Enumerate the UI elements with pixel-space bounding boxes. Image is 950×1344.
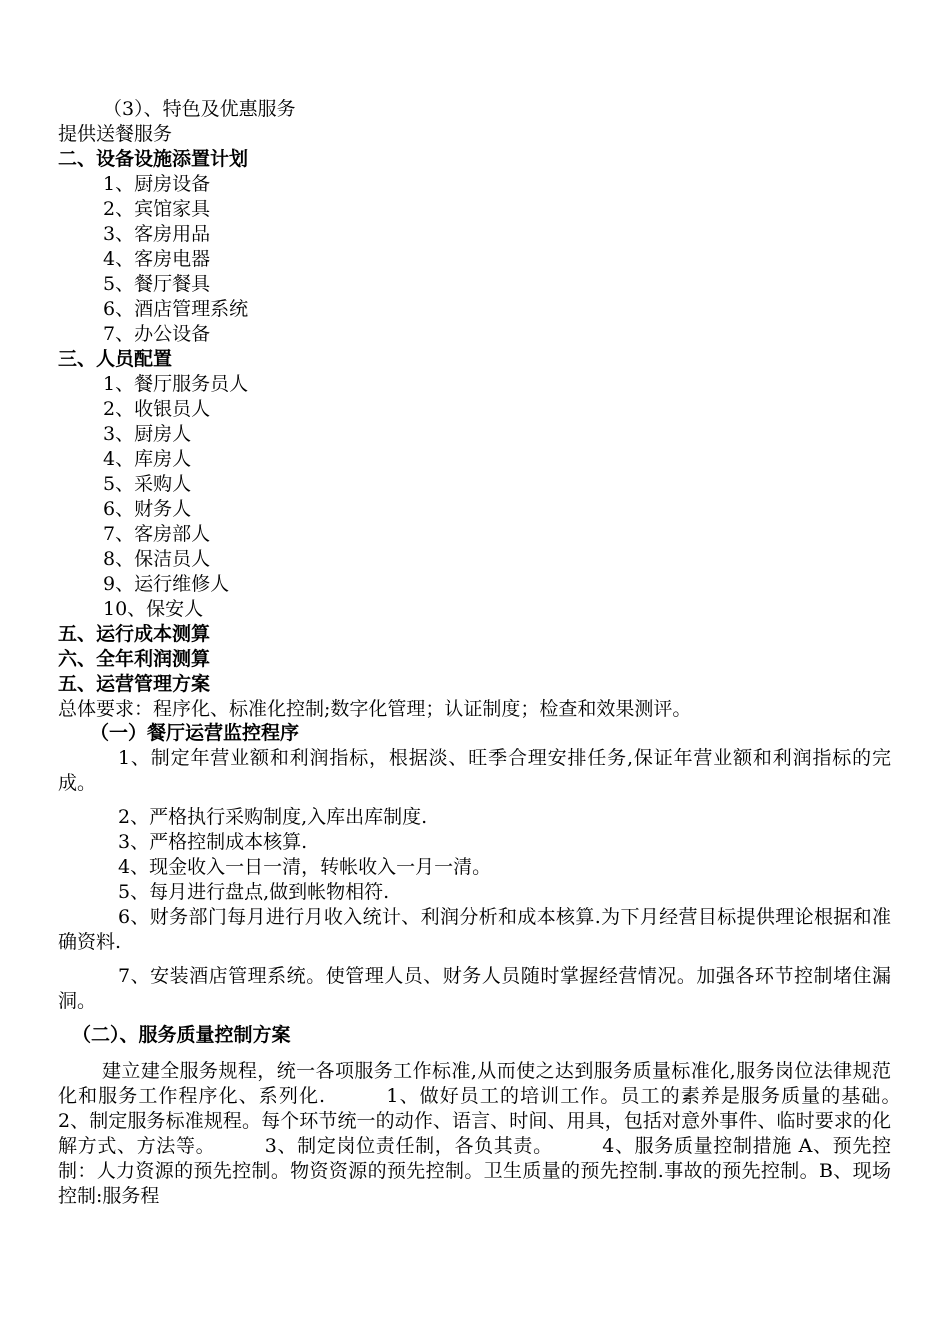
service-quality-body: 建立建全服务规程，统一各项服务工作标准,从而使之达到服务质量标准化,服务岗位法律规范化和服务工作程序化、系列化. 1、做好员工的培训工作。员工的素养是服务质量的基础。 2、制定服务标准规程。每个环节统一的动作、语言、时间、用具，包括对意外事件、临时要求的化解方式、方法等。 3、制定岗位责任制，各负其责。 4、服务质量控制措施 A、预先控制：人力资源的预先控制。物资资源的预先控制。卫生质量的预先控制.事故的预先控制。B、现场控制:服务程 [58, 1060, 949, 1207]
equipment-item: 1、厨房设备 [103, 173, 211, 195]
restaurant-paragraph-5: 5、每月进行盘点,做到帐物相符. [118, 881, 390, 903]
staff-item: 2、收银员人 [103, 398, 211, 420]
delivery-service-text: 提供送餐服务 [58, 123, 173, 145]
restaurant-paragraph-1: 1、制定年营业额和利润指标，根据淡、旺季合理安排任务,保证年营业额和利润指标的完成。 [58, 747, 891, 794]
equipment-item: 5、餐厅餐具 [103, 273, 211, 295]
item-special-services: （3）、特色及优惠服务 [103, 98, 296, 120]
staff-item: 6、财务人 [103, 498, 192, 520]
staff-item: 10、保安人 [103, 598, 204, 620]
staff-item: 1、餐厅服务员人 [103, 373, 249, 395]
section-operations-heading: 五、运营管理方案 [58, 673, 211, 695]
restaurant-paragraph-4: 4、现金收入一日一清，转帐收入一月一清。 [118, 856, 492, 878]
subsection-restaurant-monitoring-heading: （一）餐厅运营监控程序 [90, 722, 300, 744]
section-cost-heading: 五、运行成本测算 [58, 623, 211, 645]
staff-item: 4、库房人 [103, 448, 192, 470]
section-staffing-heading: 三、人员配置 [58, 348, 173, 370]
staff-item: 7、客房部人 [103, 523, 211, 545]
equipment-item: 2、宾馆家具 [103, 198, 211, 220]
section-profit-heading: 六、全年利润测算 [58, 648, 211, 670]
restaurant-paragraph-3: 3、严格控制成本核算. [118, 831, 308, 853]
equipment-item: 7、办公设备 [103, 323, 211, 345]
equipment-item: 6、酒店管理系统 [103, 298, 249, 320]
restaurant-paragraph-2: 2、严格执行采购制度,入库出库制度. [118, 806, 428, 828]
subsection-service-quality-heading: （二）、服务质量控制方案 [72, 1024, 291, 1046]
section-equipment-heading: 二、设备设施添置计划 [58, 148, 249, 170]
restaurant-paragraph-7: 7、安装酒店管理系统。使管理人员、财务人员随时掌握经营情况。加强各环节控制堵住漏洞。 [58, 965, 891, 1012]
staff-item: 5、采购人 [103, 473, 192, 495]
staff-item: 8、保洁员人 [103, 548, 211, 570]
equipment-item: 4、客房电器 [103, 248, 211, 270]
equipment-item: 3、客房用品 [103, 223, 211, 245]
staff-item: 9、运行维修人 [103, 573, 230, 595]
restaurant-paragraph-6: 6、财务部门每月进行月收入统计、利润分析和成本核算.为下月经营目标提供理论根据和准确资料. [58, 906, 891, 953]
general-requirements-text: 总体要求：程序化、标准化控制;数字化管理；认证制度；检查和效果测评。 [58, 698, 692, 720]
staff-item: 3、厨房人 [103, 423, 192, 445]
